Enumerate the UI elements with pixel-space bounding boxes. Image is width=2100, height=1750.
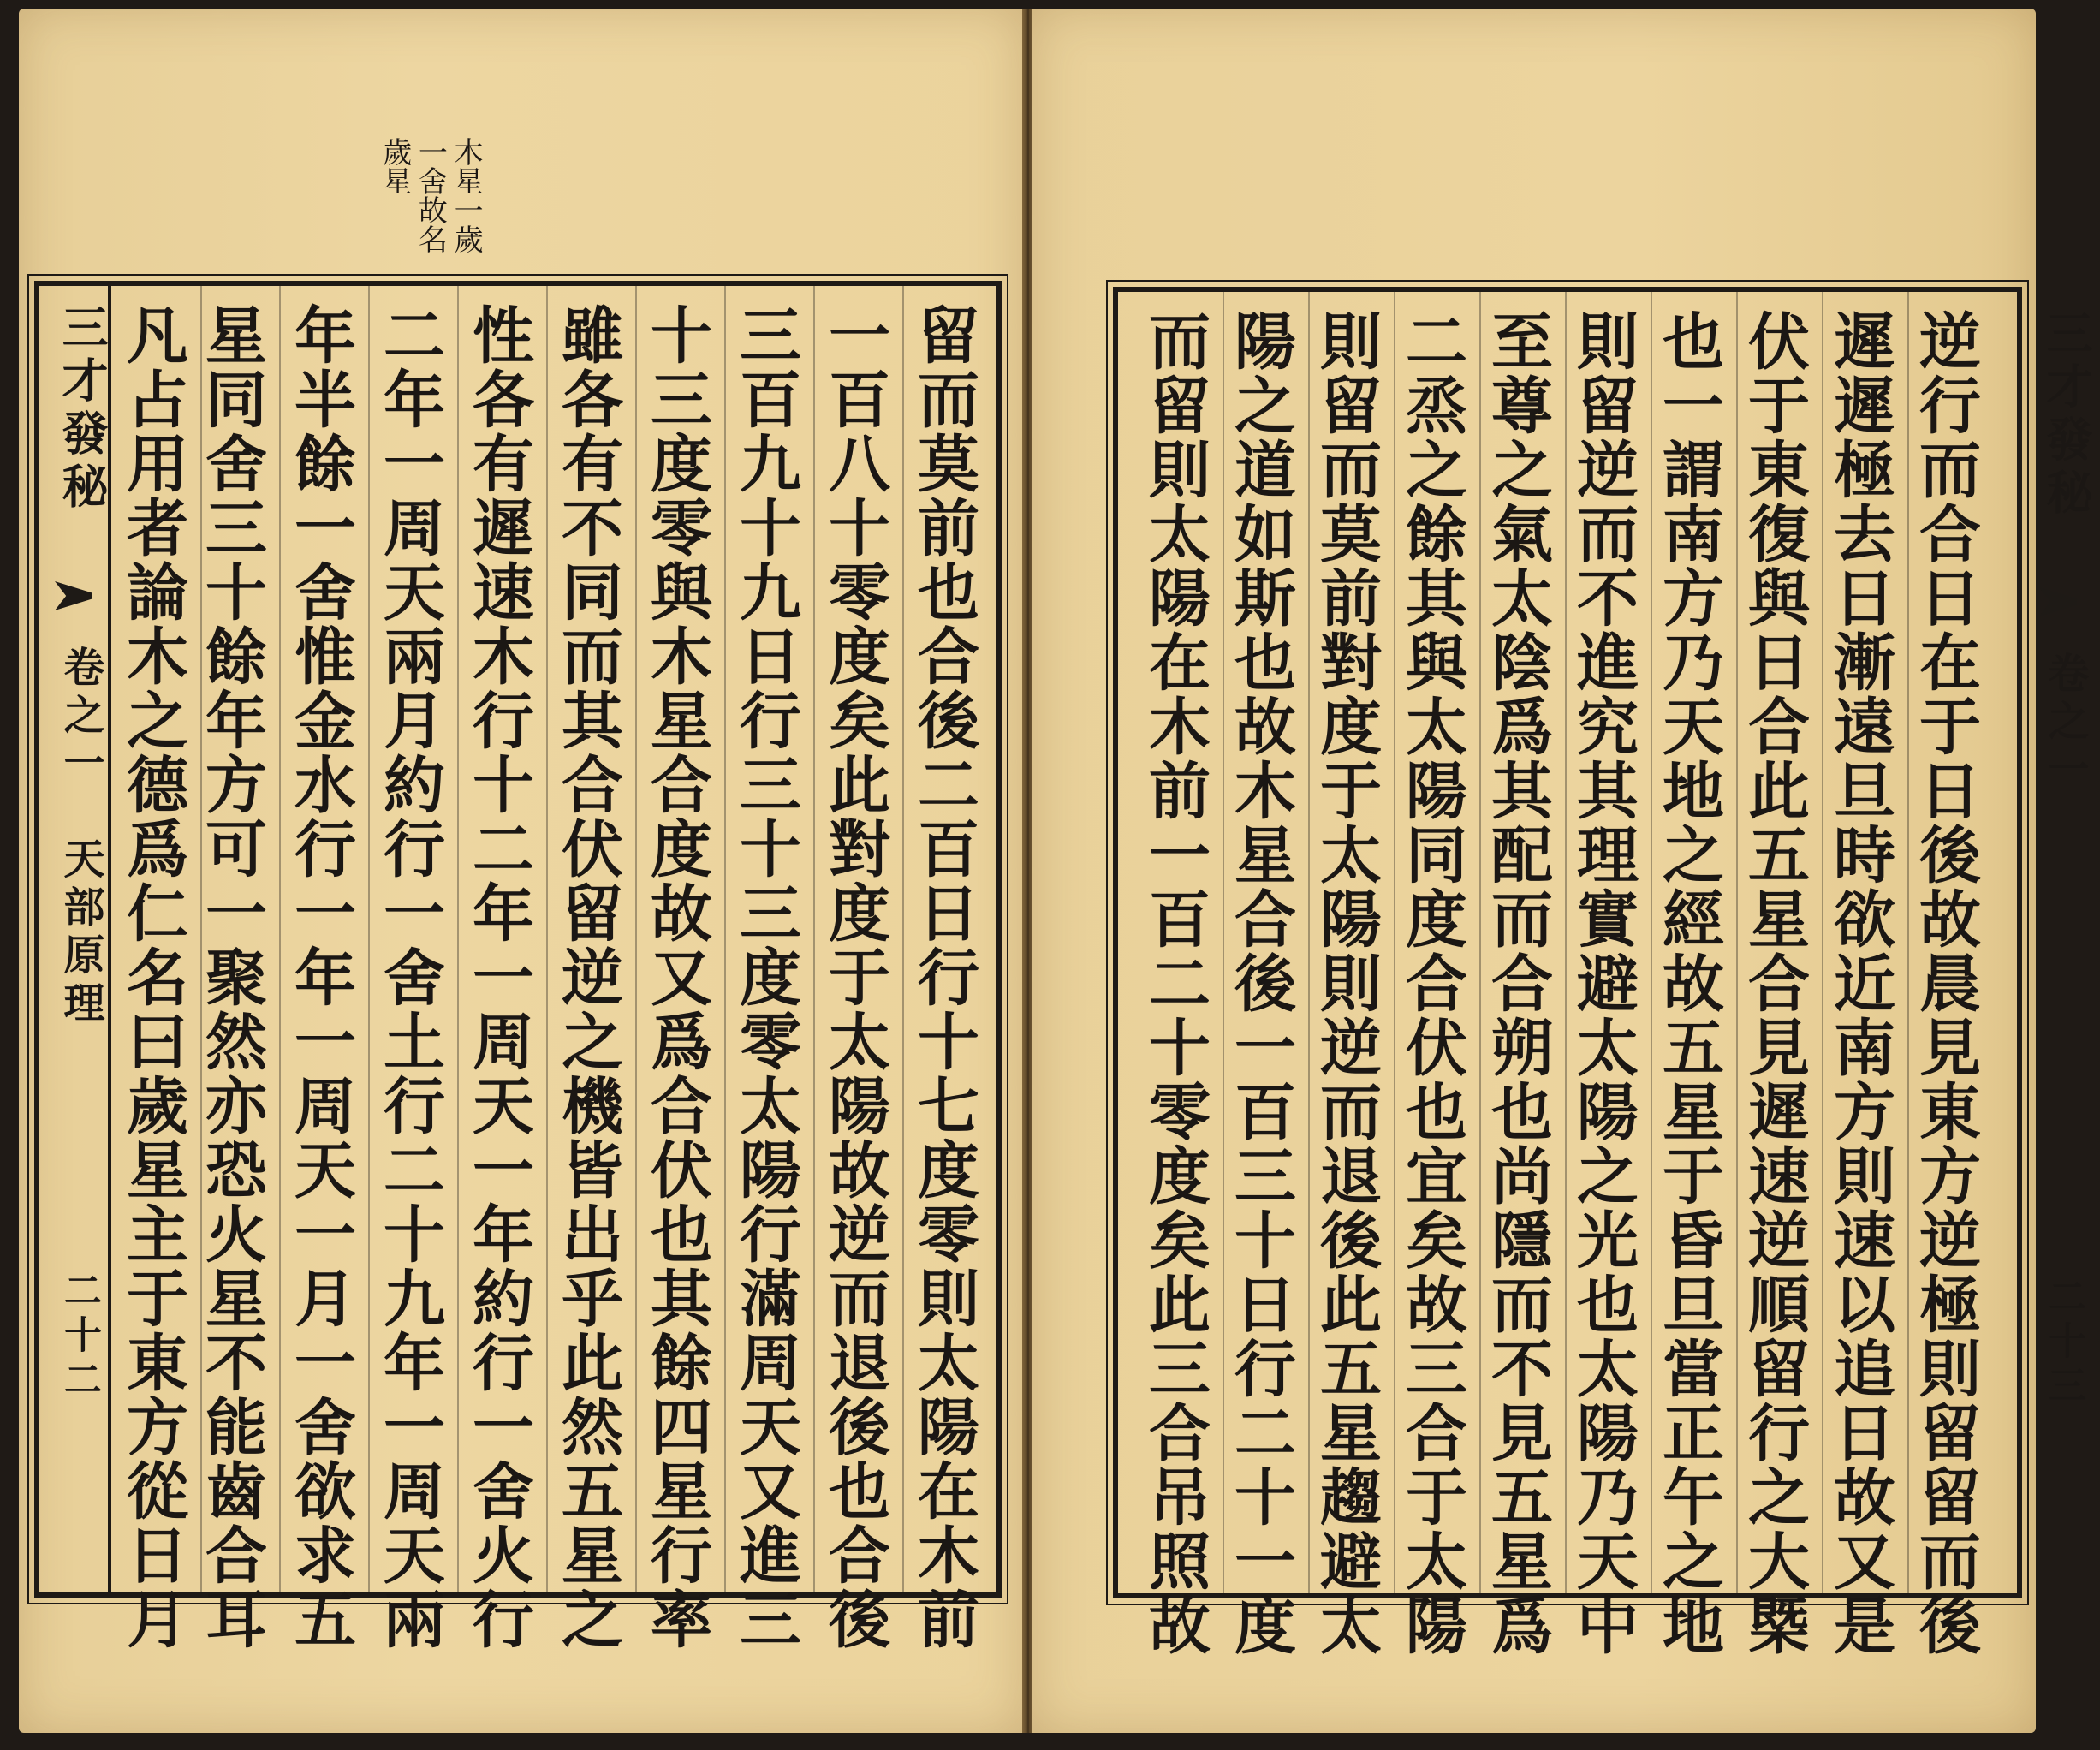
column-rule — [902, 286, 904, 1592]
right-page — [1032, 9, 2094, 1733]
head-note-line: 歲星 — [377, 137, 412, 195]
column-rule — [1223, 292, 1224, 1593]
text-frame — [1113, 287, 2094, 1658]
text-column: 而留則太陽在木前一百二十零度矣此三合吊照故 — [1139, 309, 1211, 1658]
text-column: 二年一周天兩月約行一舍土行二十九年一周天兩 — [373, 303, 446, 1652]
column-rule — [724, 286, 726, 1592]
fish-tail-mark — [2039, 587, 2077, 616]
column-rule — [1565, 292, 1567, 1593]
text-column: 逆行而合日在于日後故晨見東方逆極則留留而後 — [1909, 309, 1982, 1658]
column-rule — [1907, 292, 1909, 1593]
text-column: 凡占用者論木之德爲仁名曰歲星主于東方從日月 — [116, 303, 189, 1652]
margin-folio: 二十三 — [2042, 1277, 2085, 1410]
margin-section: 卷之一 天部原理 — [57, 646, 104, 1029]
text-column: 也一謂南方乃天地之經故五星于昏旦當正午之地 — [1652, 309, 1725, 1658]
text-column: 則留逆而不進究其理實避太陽之光也太陽乃天中 — [1567, 309, 1639, 1658]
column-rule — [457, 286, 459, 1592]
column-rule — [1394, 292, 1395, 1593]
text-column: 伏于東復與日合此五星合見遲速逆順留行之大槩 — [1738, 309, 1811, 1658]
column-rule — [1736, 292, 1738, 1593]
left-page — [19, 9, 1022, 1733]
column-rule — [546, 286, 548, 1592]
text-column: 性各有遲速木行十二年一周天一年約行一舍火行 — [462, 303, 535, 1652]
text-column: 雖各有不同而其合伏留逆之機皆出乎此然五星之 — [551, 303, 624, 1652]
text-column: 十三度零與木星合度故又爲合伏也其餘四星行率 — [640, 303, 713, 1652]
column-rule — [279, 286, 281, 1592]
text-column: 星同舍三十餘年方可一聚然亦恐火星不能齒合耳 — [195, 303, 268, 1652]
head-note-line: 一舍故名 — [413, 137, 448, 253]
column-rule — [1822, 292, 1823, 1593]
margin-strip — [39, 286, 111, 1592]
margin-strip — [2027, 292, 2094, 1593]
margin-title: 三才發秘 — [55, 303, 110, 515]
margin-folio: 二十二 — [57, 1271, 101, 1404]
text-column: 二烝之餘其與太陽同度合伏也宜矣故三合于太陽 — [1395, 309, 1468, 1658]
text-column: 年半餘一舍惟金水行一年一周天一月一舍欲求五 — [284, 303, 357, 1652]
text-column: 遲遲極去日漸遠旦時欲近南方則速以追日故又是 — [1823, 309, 1896, 1658]
column-rule — [635, 286, 637, 1592]
text-frame — [34, 281, 1002, 1652]
head-note-line: 木星一歲 — [449, 137, 484, 253]
text-column: 一百八十零度矣此對度于太陽故逆而退後也合後 — [818, 303, 891, 1652]
text-column: 三百九十九日行三十三度零太陽行滿周天又進三 — [729, 303, 802, 1652]
fish-tail-mark — [55, 581, 92, 610]
margin-title: 三才發秘 — [2039, 309, 2094, 521]
text-column: 留而莫前也合後二百日行十七度零則太陽在木前 — [907, 303, 980, 1652]
text-column: 則留而莫前對度于太陽則逆而退後此五星趨避太 — [1310, 309, 1383, 1658]
column-rule — [368, 286, 370, 1592]
column-rule — [200, 286, 202, 1592]
margin-section: 卷之一 — [2041, 652, 2089, 795]
column-rule — [1479, 292, 1481, 1593]
head-note — [377, 137, 484, 253]
text-column: 至尊之氣太陰爲其配而合朔也尚隱而不見五星爲 — [1481, 309, 1554, 1658]
text-column: 陽之道如斯也故木星合後一百三十日行二十一度 — [1224, 309, 1297, 1658]
column-rule — [1651, 292, 1652, 1593]
column-rule — [813, 286, 815, 1592]
column-rule — [1308, 292, 1310, 1593]
